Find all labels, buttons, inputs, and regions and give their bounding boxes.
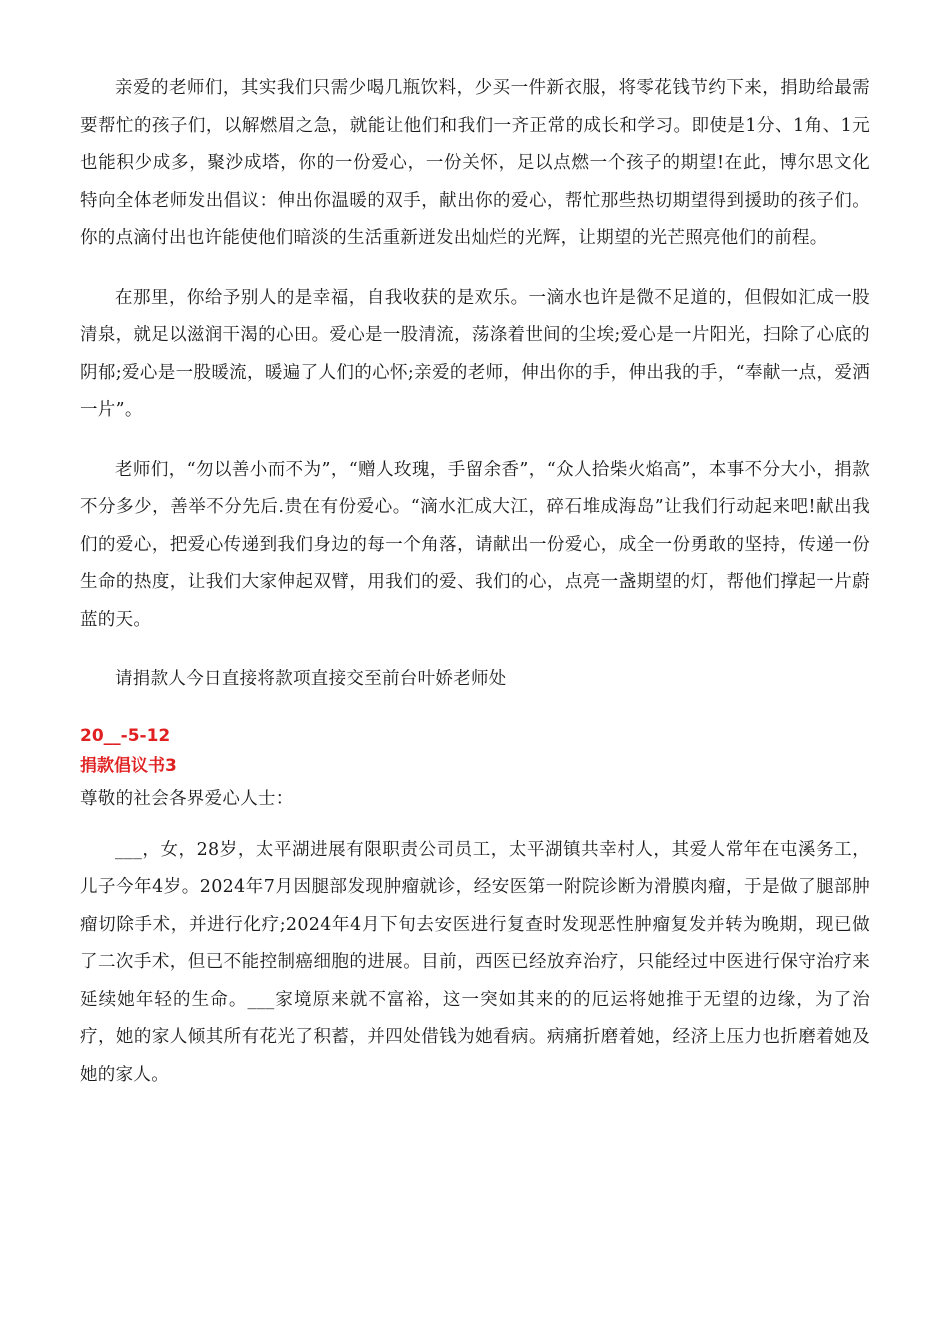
- salutation: 尊敬的社会各界爱心人士：: [80, 788, 294, 809]
- paragraph-instruction: 请捐款人今日直接将款项直接交至前台叶娇老师处: [115, 669, 507, 689]
- paragraph-patient-story: ___，女，28岁，太平湖进展有限职责公司员工，太平湖镇共幸村人，其爱人常年在屯溪务工，儿子今年4岁。2024年7月因腿部发现肿瘤就诊，经安医第一附院诊断为滑膜肉瘤，于是做了腿部肿瘤切除手术，并进行化疗;2024年4月下旬去安医进行复查时发现恶性肿瘤复发并转为晚期，现已做了二次手术，但已不能控制癌细胞的进展。目前，西医已经放弃治疗，只能经过中医进行保守治疗来延续她年轻的生命。___家境原来就不富裕，这一突如其来的的厄运将她推于无望的边缘，为了治疗，她的家人倾其所有花光了积蓄，并四处借钱为她看病。病痛折磨着她，经济上压力也折磨着她及她的家人。: [80, 839, 870, 1085]
- paragraph-happiness: 在那里，你给予别人的是幸福，自我收获的是欢乐。一滴水也许是微不足道的，但假如汇成一股清泉，就足以滋润干渴的心田。爱心是一股清流，荡涤着世间的尘埃;爱心是一片阳光，扫除了心底的阴郁;爱心是一股暖流，暖遍了人们的心怀;亲爱的老师，伸出你的手，伸出我的手，“奉献一点，爱洒一片”。: [80, 287, 870, 420]
- document-page: [80, 70, 870, 1094]
- date-line: 20__-5-12: [80, 725, 171, 746]
- paragraph-teachers: 老师们，“勿以善小而不为”，“赠人玫瑰，手留余香”，“众人拾柴火焰高”，本事不分大小，捐款不分多少，善举不分先后.贵在有份爱心。“滴水汇成大江，碎石堆成海岛”让我们行动起来吧!献出我们的爱心，把爱心传递到我们身边的每一个角落，请献出一份爱心，成全一份勇敢的坚持，传递一份生命的热度，让我们大家伸起双臂，用我们的爱、我们的心，点亮一盏期望的灯，帮他们撑起一片蔚蓝的天。: [80, 459, 870, 630]
- section-title: 捐款倡议书3: [80, 755, 177, 776]
- paragraph-appeal: 亲爱的老师们，其实我们只需少喝几瓶饮料，少买一件新衣服，将零花钱节约下来，捐助给最需要帮忙的孩子们，以解燃眉之急，就能让他们和我们一齐正常的成长和学习。即使是1分、1角、1元也能积少成多，聚沙成塔，你的一份爱心，一份关怀，足以点燃一个孩子的期望!在此，博尔思文化特向全体老师发出倡议：伸出你温暖的双手，献出你的爱心，帮忙那些热切期望得到援助的孩子们。你的点滴付出也许能使他们暗淡的生活重新迸发出灿烂的光辉，让期望的光芒照亮他们的前程。: [80, 78, 870, 248]
